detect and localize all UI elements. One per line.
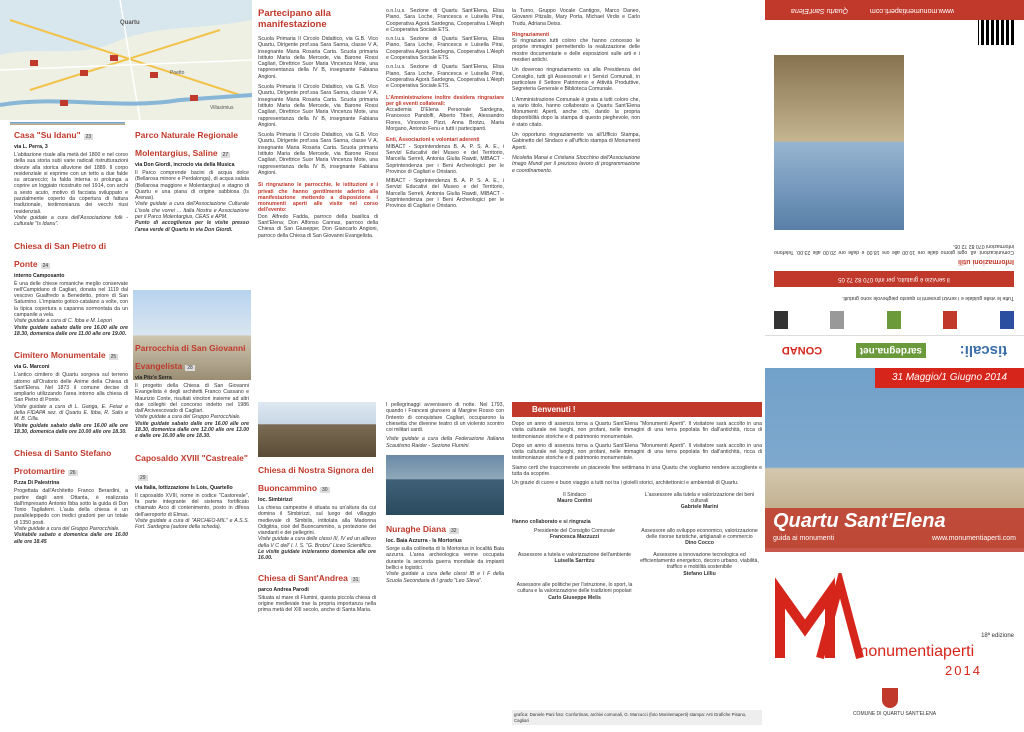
thanks-body: Si ringraziano tutti coloro che hanno concesso le proprie immagini permettendo la realizzazione delle mostre documentarie e delle esposizioni sulle arti e i mestieri antichi. [512, 38, 640, 64]
info-body: Comunicazioni: all. ogni giorno dalle ore 10.00 alle ore 18.00 e dalle ore 20.00 alle 23.00. Telefono informazioni 070 82 72 05. [774, 242, 1014, 255]
edition: 18ª edizione [981, 633, 1014, 639]
card-times: Visite guidate sabato dalle ore 16.00 alle ore 18.30, domenica dalle ore 10.00 alle ore 18.30. [14, 422, 128, 435]
column-1 [14, 125, 128, 725]
card-casa-su-idanu [14, 125, 128, 228]
card-number: 23 [85, 134, 92, 140]
brand-year: 2014 [945, 663, 982, 678]
card-times: Le visite guidate inizieranno domenica alle ore 16.00. [258, 549, 376, 562]
card-body: Il Parco comprende bacini di acqua dolce (Bellarosa minore e Perdalonga), di acqua salata (Bellarosa maggiore e Molentargius) e stagno di Quartu e una piana di origine sabbiosa (Is Arenas). [135, 170, 249, 202]
card-title: Chiesa di Sant'Andrea [258, 572, 348, 583]
thanks-heading: Si ringraziano le parrocchie, le istituzioni e i privati che hanno gentilmente aderito alla manifestazione mettendo a disposizione i monumenti aperti alle visite nel corso dell'evento: [258, 182, 378, 214]
card-cimitero [14, 345, 128, 435]
card-times: Visite guidate sabato dalle ore 16.00 alle ore 18.30, domenica dalle ore 12.00 alle ore 13.00 e dalle ore 16.00 alle ore 18.30. [135, 420, 249, 440]
card-parco-molentargius [135, 125, 249, 233]
card-santo-stefano [14, 443, 128, 545]
card-number: 27 [222, 152, 229, 158]
photo-church-aerial [774, 55, 904, 230]
signature-name: Gabriele Marini [680, 504, 719, 511]
thanks-heading: Ringraziamenti [512, 31, 550, 38]
section-body: Scuola Primaria Il Circolo Didattico, via G.B. Vico Quartu, Dirigente prof.ssa Sara Sanna, classe V A, insegnante Maria Rosaria Carta. Scuola primaria Istituto Maria della Mercede, via Barone Rossi Cagliari, Direttrice Suor Maria Vincenza Mote, una rappresentanza della IV B, insegnante Fabiana Angioni. [258, 132, 378, 176]
admin-body: Accademia D'Elena Personale Sardegna, Francesco Pandolfi, Alberto Tiberi, Alessandro Flores, Vincenzo Pizzi, Anna Brotzu, Maria Morgano, Antonio Fenu e tutti i partecipanti. [386, 107, 504, 133]
partner-logos [774, 307, 1014, 329]
continued-body: I pellegrinaggi avvenissero di notte. Nel 1793, quando i Francesi giunsero al Margine Rosso con l'intento di conquistare Cagliari, occuparono la chiesetta che divenne teatro di un violento scontro coi militari sardi. [386, 402, 504, 434]
welcome-body: Siamo certi che trascorrerete un piacevole fine settimana in una Quartu che vogliamo rendere accogliente e tutta da scoprire. [512, 464, 762, 478]
card-caposaldo [135, 448, 249, 531]
card-title: Chiesa di Nostra Signora del Buoncammino [258, 465, 374, 493]
card-address: via G. Marconi [14, 364, 50, 371]
date-banner: 31 Maggio/1 Giugno 2014 [875, 368, 1024, 388]
card-number: 24 [42, 262, 49, 269]
card-address: parco Andrea Parodi [258, 586, 309, 593]
card-number: 25 [110, 354, 117, 361]
card-note: Visite guidate a cura del Gruppo Parrocchiale. [14, 525, 120, 532]
card-body: Situata al mare di Flumini, questa piccola chiesa di origine medievale trae la propria importanza nella prima metà del XIII secolo, anche di Santa Maria. [258, 594, 376, 614]
card-san-giovanni [135, 338, 249, 440]
comune-name: COMUNE DI QUARTU SANT'ELENA [852, 711, 937, 717]
collab-name: Carlo Giuseppe Melis [548, 594, 601, 601]
map-label: Villasimius [210, 105, 234, 111]
welcome-panel [512, 402, 762, 727]
card-number: 30 [322, 487, 328, 493]
card-body: Il caposaldo XVIII, nome in codice "Castoreale", fa parte integrante del sistema fortificato chiamato Arco di contenimento, posto in difesa dell'aeroporto di Elmas. [135, 492, 249, 518]
card-body: Progettata dall'Architetto Franco Berardini, a partire dagli anni Ottanta, è realizzata dall'impresario Antonio Ibba sotto la guida di Don Tonio Tagliaferri. L'aula della chiesa è un parallelepipedo con tredici gradoni per un totale di 1350 posti. [14, 488, 128, 526]
back-cover-panel [765, 0, 1024, 365]
welcome-body: Un grazie di cuore e buon viaggio a tutti noi tra i gioielli storici, architettonici e ambientali di Quartu. [512, 480, 739, 487]
card-times: Visitabile sabato e domenica dalle ore 16.00 alle ore 18.45 [14, 532, 128, 545]
map-label: Quartu [120, 20, 140, 26]
card-title: Nuraghe Diana [386, 524, 446, 535]
enti-heading: Enti, Associazioni e volontari aderenti [386, 137, 480, 144]
card-buoncammino [258, 460, 376, 562]
collab-name: Francesca Mazzuzzi [549, 534, 600, 541]
card-sant-andrea [258, 568, 376, 614]
title-band [765, 508, 1024, 552]
info-heading: Informazioni utili [958, 258, 1014, 265]
card-note: Visite guidate a cura dell'Associazione Culturale L'isola che vorrei ... Italia Nostra e Associazione per il Parco Molentargius, CEAS e APM. [135, 201, 249, 221]
column-3-lower [258, 460, 376, 725]
photo-nuraghe [386, 455, 504, 515]
section-body: o.n.l.u.s. Sezione di Quartu Sant'Elena, Elisa Piano, Sara Loche, Francesca e Luisella Pirai, Cooperativa Agorà Sardegna, Cooperativa L'Aleph e Cooperativa Sociale ETS. [386, 36, 504, 62]
section-body: o.n.l.u.s. Sezione di Quartu Sant'Elena, Elisa Piano, Sara Loche, Francesca e Luisella Pirai, Cooperativa Agorà Sardegna, Cooperativa L'Aleph e Cooperativa Sociale ETS. [386, 64, 504, 90]
section-heading: Partecipano alla manifestazione [258, 8, 331, 30]
card-title: Chiesa di San Pietro di Ponte [14, 240, 107, 269]
url-banner [765, 0, 1024, 20]
card-body: Il progetto della Chiesa di San Giovanni Evangelista è degli architetti Franco Cassano e Maurizio Conte, risultati vincitori insieme ad altri due colleghi del concorso indetto nel 1986 dall'Arcivescovado di Cagliari. [135, 382, 249, 415]
card-times: Visite guidate sabato dalle ore 16.00 alle ore 18.30, domenica dalle ore 11.00 alle ore 19.00. [14, 324, 128, 337]
card-address: interno Camposanto [14, 272, 65, 279]
info-note: Tutte le visite guidate e i servizi presenti in questo pieghevole sono gratuiti. [842, 295, 1014, 301]
section-body: Scuola Primaria Il Circolo Didattico, via G.B. Vico Quartu, Dirigente prof.ssa Sara Sanna, classe V A, insegnante Maria Rosaria Carta. Scuola primaria Istituto Maria della Mercede, via Barone Rossi Cagliari, Direttrice Suor Maria Vincenza Mote, una rappresentanza della IV B, insegnante Fabiana Angioni. [258, 36, 378, 80]
card-title: Caposaldo XVIII "Castreale" [135, 452, 248, 463]
card-title: Casa "Su Idanu" [14, 130, 81, 140]
thanks-body: L'Amministrazione Comunale è grata a tutti coloro che, a vario titolo, hanno collaborato a Quartu Sant'Elena Monumenti Aperti, anche chi, dando la propria disponibilità dopo la stampa di questo pieghevole, non è stato citato. [512, 96, 640, 128]
card-body: Sorge sulla collinetta di Is Mortorius in località Baia azzurra. L'area archeologica venne occupata durante la seconda guerra mondiale da impianti bellici e logistici. [386, 546, 504, 571]
section-body: o.n.l.u.s. Sezione di Quartu Sant'Elena, Elisa Piano, Sara Loche, Francesca e Luisella Pirai, Cooperativa Agorà Sardegna, Cooperativa L'Aleph e Cooperativa Sociale ETS. [386, 8, 504, 33]
card-title: Parrocchia di San Giovanni Evangelista [135, 342, 246, 371]
card-note: Visite guidate a cura dell'Associazione folk - culturale "Is Idanu". [14, 214, 128, 228]
column-4-lower [386, 402, 504, 727]
card-note: Visite guidate a cura di "ARCHEO-MIL" e A.S.S. Fort. Sardegna (autore della scheda). [135, 517, 249, 531]
cover-city: Quartu Sant'Elena [773, 510, 946, 532]
sponsor-bar [765, 335, 1024, 365]
cover-subtitle: guida ai monumenti [773, 535, 835, 542]
card-title: Parco Naturale Regionale Molentargius, Saline [135, 130, 238, 158]
card-note: Visite guidate a cura delle classi IB e I F della Scuola Secondaria di I grado "Leo Sleva". [386, 571, 504, 584]
card-address: via Pitz'e Serra [135, 374, 172, 381]
collab-role: Assessore a tutela e valorizzazione dell'ambiente [517, 551, 632, 558]
collab-list [512, 528, 762, 606]
collab-name: Luisella Sarritzu [554, 558, 595, 565]
card-san-pietro [14, 236, 128, 338]
card-address: via Italia, lottizzazione Is Lois, Quartello [135, 484, 233, 491]
card-note: Visite guidate a cura di C. Ibba e M. Lepori [14, 318, 112, 325]
section-body: Scuola Primaria Il Circolo Didattico, via G.B. Vico Quartu, Dirigente prof.ssa Sara Sanna, classe V A, insegnante Maria Rosaria Carta. Scuola primaria Istituto Maria della Mercede, via Barone Rossi Cagliari, Direttrice Suor Maria Vincenza Mote, una rappresentanza della IV B, insegnante Fabiana Angioni. [258, 84, 378, 128]
card-number: 32 [451, 528, 457, 535]
enti-body: MIBACT - Soprintendenza B. A. P. S. A. E., i Servizi Educativi del Museo e del Territorio, Marcella Serreli, Antonia Giulia Rawdi, MIBACT - Soprintendenza per i Beni Archeologici per le Province di Cagliari e Oristano. [386, 178, 504, 210]
collab-name: Dino Cocco [685, 540, 714, 547]
card-address: loc. Simbirizzi [258, 497, 293, 503]
photo-buoncammino [258, 402, 376, 457]
map-panel [0, 0, 252, 120]
card-number: 31 [352, 576, 359, 583]
column-4 [386, 8, 504, 398]
card-note: Visite guidate a cura della Federazione Italiana Scautismo Raider - Sezione Flumini. [386, 436, 504, 449]
url-text: www.monumentiaperti.com [869, 7, 954, 14]
monumentiaperti-logo-icon [775, 573, 865, 663]
card-address: P.zza Di Palestrina [14, 480, 60, 487]
card-body: L'abitazione risale alla metà del 1800 e nel corso della sua storia subì varie radicali ristrutturazioni dovute alla storica alluvione del 1889. Il corpo residenziale si esprime con un tetto a due falde su arcareccio; la falda interna si prolunga a coprire un loggiato ricostruito nel 1914, con archi a sesto acuto, motivo di facciata sviluppato e parzialmente coperto da copertura di fattura tradizionale, testimonianza dei vecchi riusi residenziali. [14, 152, 128, 215]
card-note: Visite guidate a cura di L. Ganga, E. Fetaz e della FIDAPA sez. di Quartu E. Ibba, R. Salis e M. B. Cilla. [14, 403, 128, 423]
collab-name: Stefano Lilliu [683, 570, 716, 577]
collab-role: Assessore a innovazione tecnologica ed efficientamento energetico, decoro urbano, viabilità, traffico e mobilità sostenibile [640, 551, 759, 571]
thanks-credit: Nicoletta Manai e Cristiana Stocchino dell'Associazione Imago Mundi per il prezioso lavoro di programmazione e coordinamento. [512, 154, 640, 174]
card-body: L'antico cimitero di Quartu sorgeva sul terreno attorno all'Oratorio delle Anime della Chiesa di Sant'Elena. Nel 1873 il comune decise di ampliarlo utilizzando l'area intorno alla chiesa di San Pietro di Ponte. [14, 372, 128, 404]
thanks-body: Don Alfredo Fadda, parroco della basilica di Sant'Elena; Don Alfonso Cannas, parroco della Chiesa di San Giuseppe; Don Giancarlo Angioni, parroco della Chiesa di San Giovanni Evangelista. [258, 213, 378, 239]
welcome-body: Dopo un anno di assenza torna a Quartu Sant'Elena "Monumenti Aperti". Il visitatore sarà accolto in una visita culturale nei luoghi, non profani, nelle immagini di una terra popolata fin dall'antichità, ricca di testimonianze storiche e di patrimonio monumentale. [512, 442, 762, 462]
collab-heading: Hanno collaborato e si ringrazia [512, 518, 591, 525]
card-address: loc. Baia Azzurra - Is Mortorius [386, 538, 462, 545]
collab-role: Presidente del Consiglio Comunale [533, 527, 616, 534]
city-banner-text: Quartu Sant'Elena [791, 7, 849, 14]
enti-body: MIBACT - Soprintendenza B. A. P. S. A. E., i Servizi Educativi del Museo e del Territorio, Marcella Serreli, Antonia Giulia Rawdi, MIBACT - Soprintendenza per i Beni Archeologici per le Province di Cagliari e Oristano. [386, 143, 504, 175]
collab-role: Assessore allo sviluppo economico, valorizzazione delle risorse turistiche, artigianali e commercio [641, 527, 758, 541]
card-title: Chiesa di Santo Stefano Protomartire [14, 448, 112, 477]
map-label: Poetto [170, 70, 185, 76]
partner-logo-icon [774, 311, 788, 329]
card-address: via L. Perra, 3 [14, 144, 48, 150]
card-nuraghe-diana [386, 519, 504, 584]
comune-crest-icon [882, 688, 898, 708]
section-body: la Turno, Gruppo Vocale Cantigos, Marco Daneo, Giovanni Pitzalis, Mary Porta, Michael Virdis e Carlo Trudu, Adriana Deiss. [512, 8, 640, 27]
cover-url: www.monumentiaperti.com [931, 535, 1016, 542]
cover-panel [765, 368, 1024, 732]
signature-role: Il Sindaco [563, 491, 586, 498]
partner-logo-icon [831, 311, 845, 329]
service-banner: Il servizio è gratuito, per info 070 82 72 05 [774, 271, 1014, 287]
thanks-body: Un opportuno ringraziamento va all'Ufficio Stampa, Gabinetto del Sindaco e all'ufficio stampa di Monumenti Aperti. [512, 132, 640, 151]
partner-logo-icon [887, 311, 901, 329]
card-times: Punto di accoglienza per le visite presso l'area verde di Quartu in via Don Giordi. [135, 220, 249, 233]
card-number: 29 [140, 474, 146, 481]
welcome-heading: Benvenuti ! [512, 402, 762, 417]
sponsor-logo: tiscali: [959, 342, 1008, 359]
regione-logo-icon [944, 311, 958, 329]
eu-flag-icon [1000, 311, 1014, 329]
signature-role: L'assessore alla tutela e valorizzazione dei beni culturali [644, 491, 755, 504]
signature-name: Mauro Contini [557, 497, 592, 504]
brand-name: monumentiaperti [855, 643, 975, 660]
column-2 [135, 125, 249, 725]
thanks-body: Un doveroso ringraziamento va alla Presidenza del Consiglio, tutti gli Assessorati e i Servizi Comunali, in particolare il Settore Patrimonio e Attività Produttive, Segreteria Generale e Biblioteca Comunale. [512, 67, 640, 93]
card-number: 26 [70, 470, 76, 477]
card-body: È una delle chiese romaniche meglio conservate nell'Campidano di Cagliari, donata nel 1119 dal vescovo Gualfredo a Benedetto, priore di San Saturnino. L'impianto gotico-catalano a volte, con la tipica copertura a capanna sormontata da un campanile a vela. [14, 280, 128, 319]
card-number: 28 [187, 364, 193, 371]
city-map [0, 0, 252, 120]
card-body: La chiesa campestre è situata su un'altura da cui domina il Simbirizzi, sul luogo del villaggio medievale di Simbilis, intitolata alla Madonna Odigitria, cioè del Buoncammino, a protezione dei viandanti e dei pellegrini. [258, 505, 376, 537]
admin-heading: L'Amministrazione inoltre desidera ringraziare per gli eventi collaterali: [386, 94, 504, 107]
collab-role: Assessore alle politiche per l'istruzione, lo sport, la cultura e la valorizzazione delle tradizioni popolari [516, 581, 633, 595]
sponsor-logo: CONAD [781, 344, 823, 357]
welcome-body: Dopo un anno di assenza torna a Quartu Sant'Elena "Monumenti Aperti". Il visitatore sarà accolto in una visita culturale nei luoghi, non profani, nelle immagini di una terra popolata fin dall'antichità, ricca di testimonianze storiche e di patrimonio monumentale. [512, 421, 762, 440]
column-5 [512, 8, 640, 398]
card-title: Cimitero Monumentale [14, 350, 106, 361]
card-address: via Don Giordi, incrocio via della Musica [135, 162, 235, 168]
print-credits: grafica: Daniele Pani foto: Confortinas, archivi comunali, G. Marcucci (foto Monitemaperti) stampa: Arti Grafiche Pisano, Cagliari [512, 710, 762, 725]
card-note: Visite guidate a cura del Gruppo Parrocchiale. [135, 414, 241, 421]
sponsor-logo: sardegna.net [856, 343, 926, 358]
card-note: Visite guidate a cura delle classi III, IV ed un allievo della V C dell' I. I. S. "G. Brotzu" Liceo Scientifico. [258, 536, 376, 549]
column-3 [258, 8, 378, 398]
